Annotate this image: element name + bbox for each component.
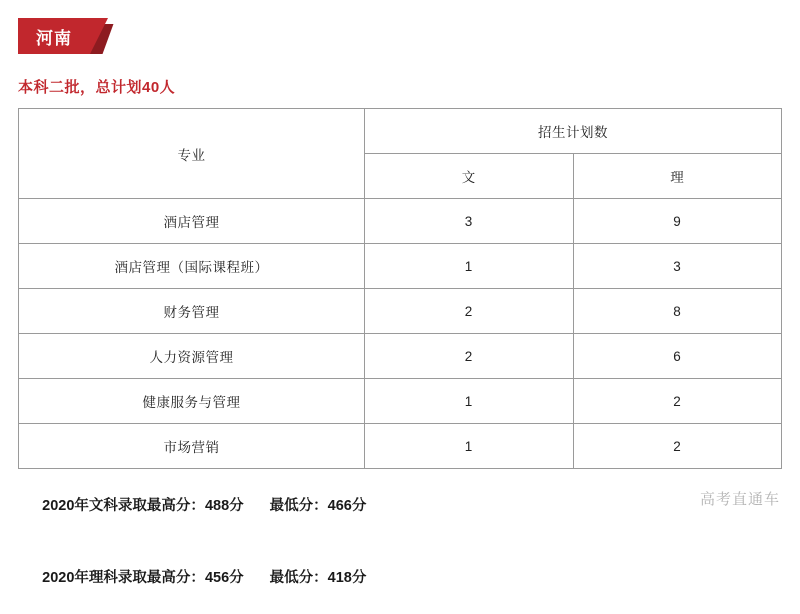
score-line-liberal-arts: [18, 470, 366, 542]
cell-wen: 2: [365, 289, 574, 334]
cell-li: 9: [573, 199, 782, 244]
cell-wen: 1: [365, 244, 574, 289]
cell-major: 财务管理: [19, 289, 365, 334]
region-badge-label: 河南: [18, 18, 90, 54]
wen-high-value: 488分: [204, 498, 244, 514]
cell-major: 人力资源管理: [19, 334, 365, 379]
table-row: [19, 379, 782, 424]
badge-tail: [90, 18, 108, 54]
score-line-science: [18, 542, 366, 614]
cell-li: 3: [573, 244, 782, 289]
cell-major: 酒店管理: [19, 199, 365, 244]
wen-high-label: 2020年文科录取最高分：: [42, 498, 205, 514]
score-summary: [18, 470, 366, 614]
cell-major: 市场营销: [19, 424, 365, 469]
cell-wen: 3: [365, 199, 574, 244]
cell-li: 2: [573, 424, 782, 469]
li-low-label: 最低分：: [269, 570, 328, 586]
header-science: 理: [573, 154, 782, 199]
cell-li: 2: [573, 379, 782, 424]
table-row: [19, 244, 782, 289]
li-high-value: 456分: [204, 570, 244, 586]
header-major: 专业: [19, 109, 365, 199]
batch-summary-text: 本科二批，总计划40人: [18, 79, 176, 96]
wen-low-value: 466分: [327, 498, 367, 514]
table-row: [19, 199, 782, 244]
table-header-row-1: [19, 109, 782, 154]
cell-li: 8: [573, 289, 782, 334]
admission-plan-table: [18, 108, 782, 469]
cell-wen: 2: [365, 334, 574, 379]
wen-low-label: 最低分：: [269, 498, 328, 514]
header-liberal-arts: 文: [365, 154, 574, 199]
li-high-label: 2020年理科录取最高分：: [42, 570, 205, 586]
region-badge: [18, 18, 108, 58]
watermark-text: 高考直通车: [699, 491, 780, 508]
cell-wen: 1: [365, 379, 574, 424]
cell-major: 健康服务与管理: [19, 379, 365, 424]
table-row: [19, 424, 782, 469]
table-row: [19, 289, 782, 334]
cell-li: 6: [573, 334, 782, 379]
table-row: [19, 334, 782, 379]
admission-plan-table-wrap: [18, 108, 782, 469]
li-low-value: 418分: [327, 570, 367, 586]
cell-wen: 1: [365, 424, 574, 469]
cell-major: 酒店管理（国际课程班）: [19, 244, 365, 289]
header-plan-count: 招生计划数: [365, 109, 782, 154]
